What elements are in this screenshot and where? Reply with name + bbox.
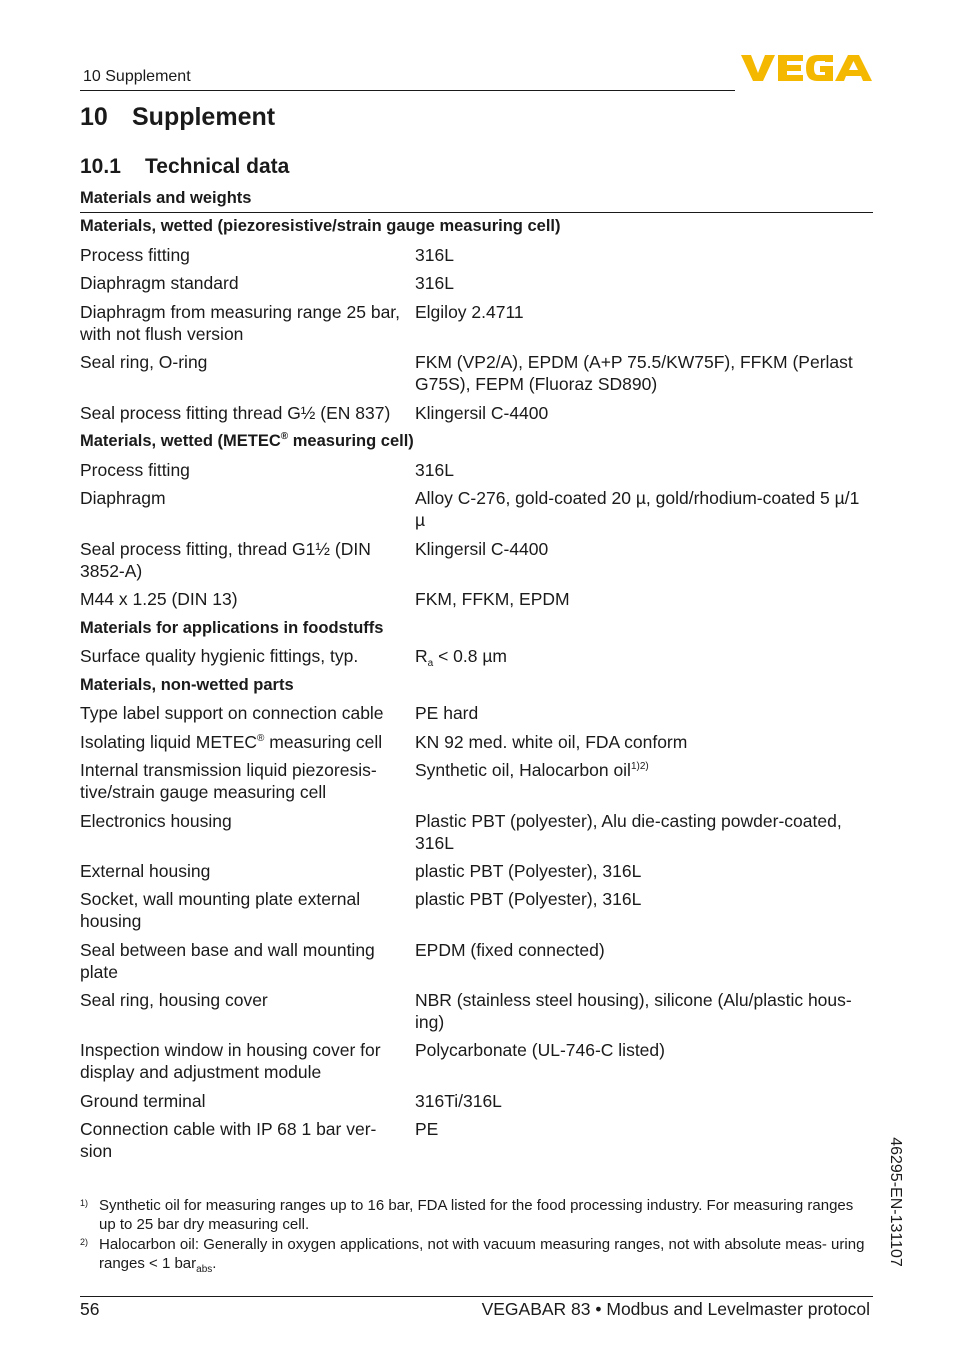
footnote-ref: 1)2)	[630, 761, 649, 772]
footer-title: VEGABAR 83 • Modbus and Levelmaster protocol	[481, 1299, 870, 1319]
subsection-title-foodstuffs: Materials for applications in foodstuffs	[80, 619, 384, 637]
footer-rule	[80, 1296, 873, 1297]
subsection-title-wetted-metec: Materials, wetted (METEC® measuring cell)	[80, 431, 414, 450]
vega-logo	[741, 53, 873, 83]
document-number: 46295-EN-131107	[887, 1137, 904, 1267]
section-heading: 10.1 Technical data	[80, 155, 290, 178]
running-header: 10 Supplement	[83, 68, 191, 85]
page-number: 56	[80, 1299, 100, 1319]
subsection-title-wetted-piezo: Materials, wetted (piezoresistive/strain gauge measuring cell)	[80, 217, 561, 235]
table-group-rule	[80, 212, 873, 213]
header-rule	[80, 90, 735, 91]
chapter-heading: 10 Supplement	[80, 103, 276, 131]
table-group-title: Materials and weights	[80, 189, 252, 207]
subsection-title-non-wetted: Materials, non-wetted parts	[80, 676, 294, 694]
